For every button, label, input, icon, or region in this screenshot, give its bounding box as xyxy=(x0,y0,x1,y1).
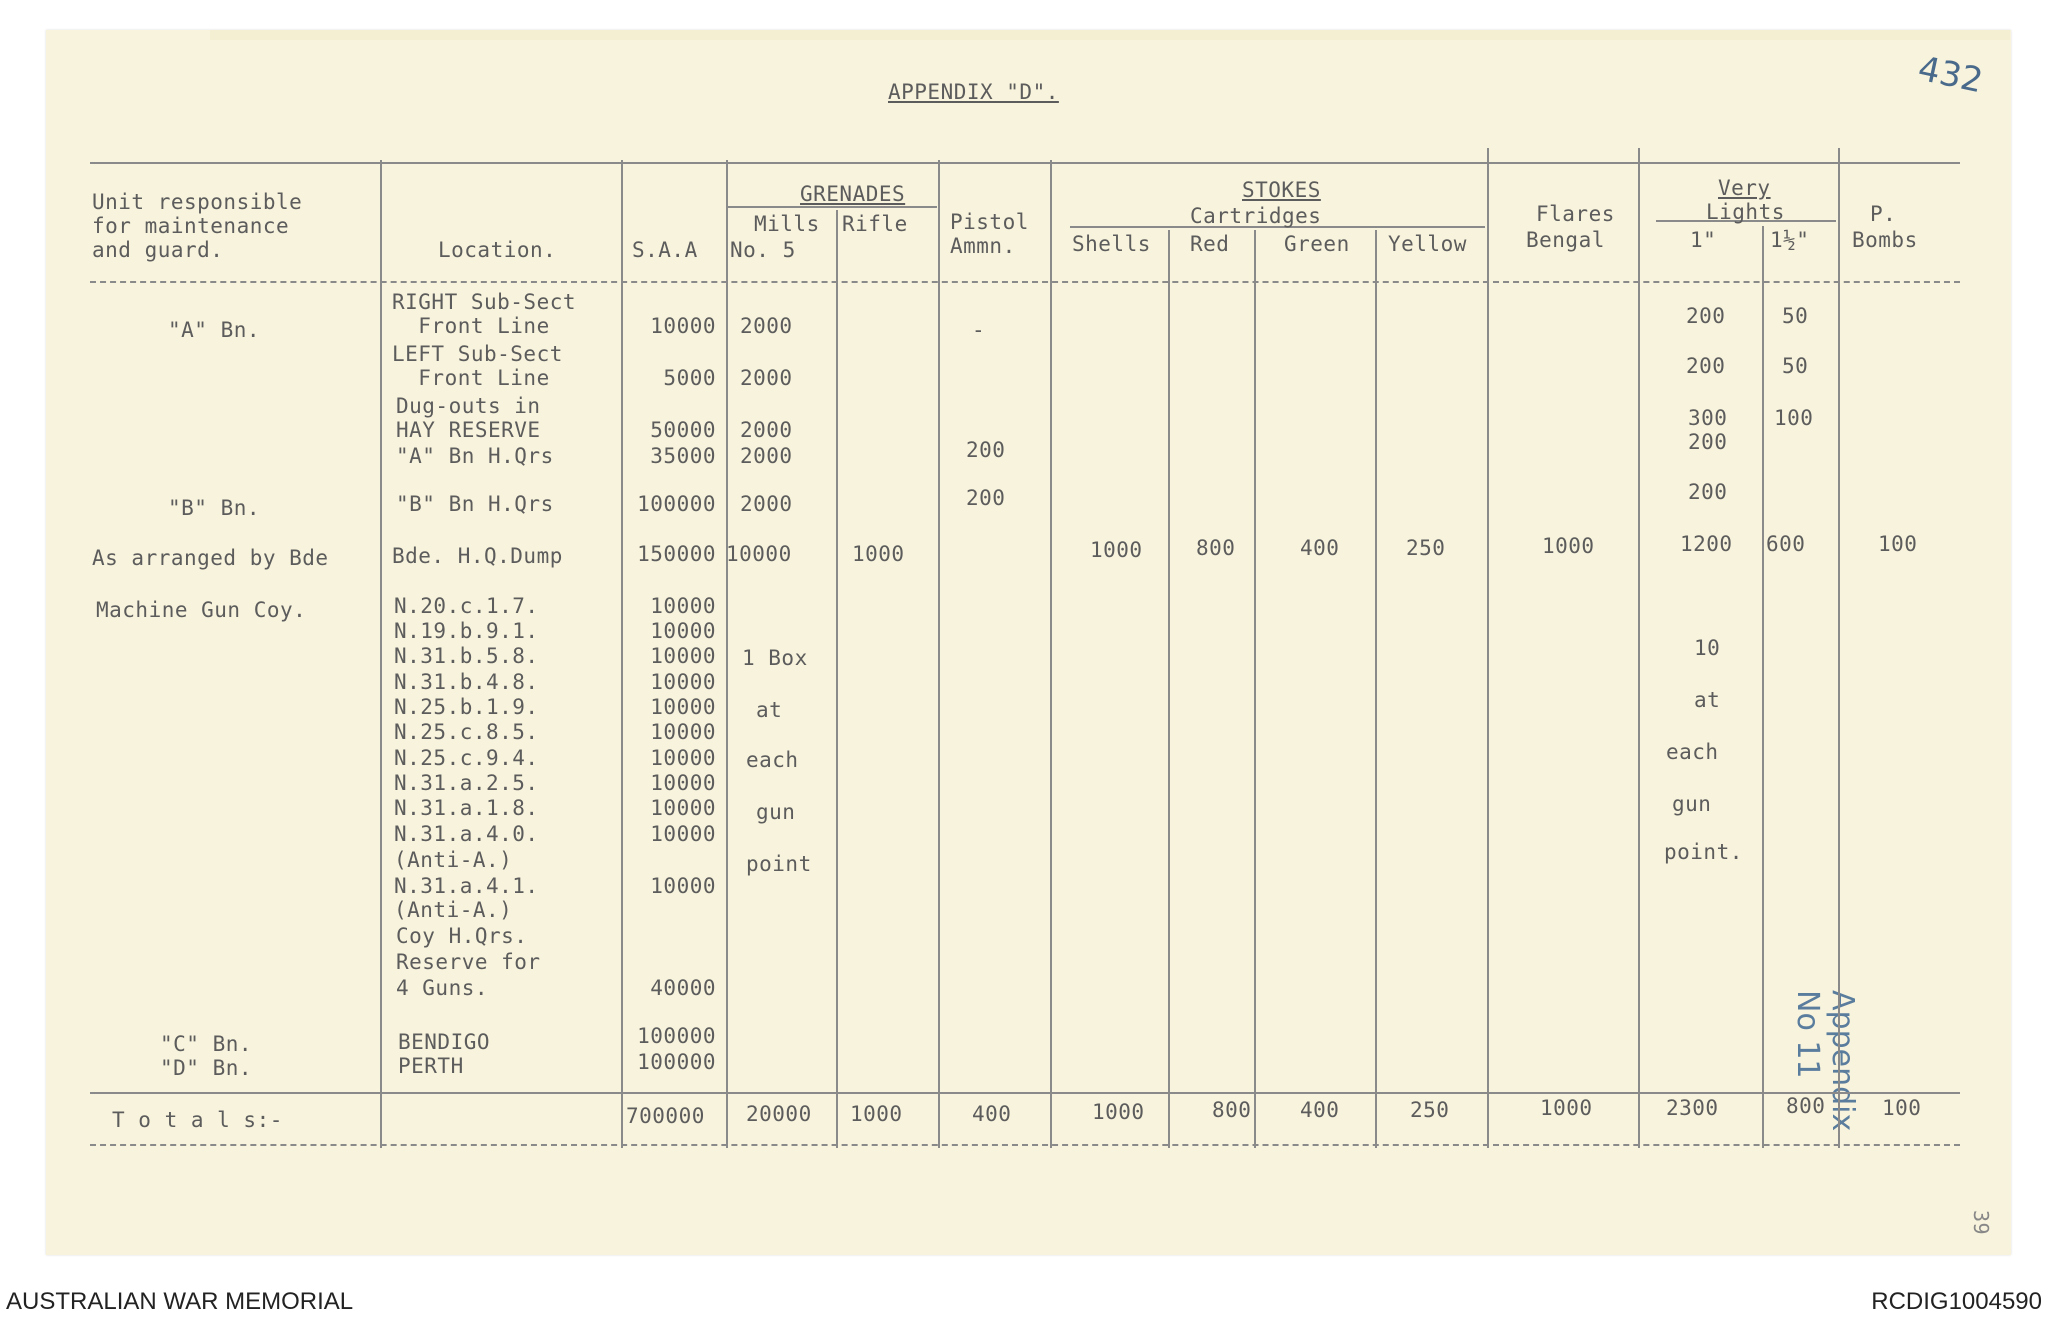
header-flares-2: Bengal xyxy=(1526,228,1605,252)
header-lights: Lights xyxy=(1706,200,1785,224)
totals-red: 800 xyxy=(1212,1098,1252,1122)
very-1in-value: 200 xyxy=(1688,430,1728,454)
totals-top-rule xyxy=(90,1092,1960,1094)
very-note: point. xyxy=(1664,840,1743,864)
header-pistol-2: Ammn. xyxy=(950,234,1016,258)
location: N.19.b.9.1. xyxy=(394,619,539,643)
header-shells: Shells xyxy=(1072,232,1151,256)
col-line xyxy=(1638,148,1640,1148)
green-value: 400 xyxy=(1300,536,1340,560)
location: Dug-outs in xyxy=(396,394,541,418)
very-note: at xyxy=(1694,688,1721,712)
location: N.25.c.8.5. xyxy=(394,720,539,744)
location: BENDIGO xyxy=(398,1030,491,1054)
header-lights-1-5in: 1½" xyxy=(1770,228,1810,252)
saa-value: 10000 xyxy=(650,644,716,668)
red-value: 800 xyxy=(1196,536,1236,560)
totals-saa: 700000 xyxy=(626,1104,705,1128)
col-line xyxy=(1168,230,1170,1148)
saa-value: 40000 xyxy=(650,976,716,1000)
saa-value: 10000 xyxy=(650,822,716,846)
saa-value: 150000 xyxy=(637,542,716,566)
header-pistol-1: Pistol xyxy=(950,210,1029,234)
header-pbombs-2: Bombs xyxy=(1852,228,1918,252)
col-line xyxy=(836,210,838,1148)
pistol-value: 200 xyxy=(966,486,1006,510)
very-1in-value: 200 xyxy=(1688,480,1728,504)
totals-very-1-5in: 800 xyxy=(1786,1094,1826,1118)
totals-flares: 1000 xyxy=(1540,1096,1593,1120)
location: N.25.b.1.9. xyxy=(394,695,539,719)
header-divider xyxy=(90,281,1960,283)
paper-top-edge xyxy=(210,30,2010,40)
header-yellow: Yellow xyxy=(1388,232,1467,256)
very-1in-value: 200 xyxy=(1686,354,1726,378)
pistol-value: - xyxy=(972,318,986,342)
saa-value: 5000 xyxy=(663,366,716,390)
pistol-value: 200 xyxy=(966,438,1006,462)
location: N.31.a.4.1. xyxy=(394,874,539,898)
very-1-5in-value: 600 xyxy=(1766,532,1806,556)
header-unit-2: for maintenance xyxy=(92,214,290,238)
header-mills-2: No. 5 xyxy=(730,238,796,262)
very-1in-value: 200 xyxy=(1686,304,1726,328)
mills-value: 2000 xyxy=(740,418,793,442)
unit-mg-coy: Machine Gun Coy. xyxy=(96,598,307,622)
header-unit-1: Unit responsible xyxy=(92,190,303,214)
unit-a-bn: "A" Bn. xyxy=(168,318,261,342)
very-1-5in-value: 100 xyxy=(1774,406,1814,430)
unit-c-bn: "C" Bn. xyxy=(160,1032,253,1056)
location: N.25.c.9.4. xyxy=(394,746,539,770)
mills-value: 2000 xyxy=(740,314,793,338)
very-1-5in-value: 50 xyxy=(1782,354,1809,378)
header-rifle: Rifle xyxy=(842,212,908,236)
mills-value: 10000 xyxy=(726,542,792,566)
location: (Anti-A.) xyxy=(394,848,513,872)
mills-value: 2000 xyxy=(740,444,793,468)
location: "A" Bn H.Qrs xyxy=(396,444,554,468)
mills-note: gun xyxy=(756,800,796,824)
corner-number: 39 xyxy=(1969,1209,1994,1236)
handwritten-page-number: 432 xyxy=(1914,48,1987,102)
very-note: gun xyxy=(1672,792,1712,816)
unit-bde: As arranged by Bde xyxy=(92,546,329,570)
very-1in-value: 300 xyxy=(1688,406,1728,430)
saa-value: 10000 xyxy=(650,695,716,719)
location: RIGHT Sub-Sect xyxy=(392,290,577,314)
location: LEFT Sub-Sect xyxy=(392,342,563,366)
col-line xyxy=(1487,148,1489,1148)
header-mills-1: Mills xyxy=(754,212,820,236)
unit-d-bn: "D" Bn. xyxy=(160,1056,253,1080)
col-line xyxy=(1254,230,1256,1148)
location: Bde. H.Q.Dump xyxy=(392,544,563,568)
totals-bottom-rule xyxy=(90,1144,1960,1146)
col-line xyxy=(1762,226,1764,1148)
saa-value: 10000 xyxy=(650,720,716,744)
saa-value: 10000 xyxy=(650,796,716,820)
saa-value: 35000 xyxy=(650,444,716,468)
very-1-5in-value: 50 xyxy=(1782,304,1809,328)
header-cartridges: Cartridges xyxy=(1190,204,1322,228)
location: Coy H.Qrs. xyxy=(396,924,528,948)
location: (Anti-A.) xyxy=(394,898,513,922)
location: Front Line xyxy=(392,366,550,390)
header-green: Green xyxy=(1284,232,1350,256)
location: N.31.a.2.5. xyxy=(394,771,539,795)
mills-note: at xyxy=(756,698,783,722)
rifle-value: 1000 xyxy=(852,542,905,566)
unit-b-bn: "B" Bn. xyxy=(168,496,261,520)
very-note: each xyxy=(1666,740,1719,764)
handwritten-appendix-note: Appendix No 11 xyxy=(1790,990,1860,1132)
totals-mills: 20000 xyxy=(746,1102,812,1126)
yellow-value: 250 xyxy=(1406,536,1446,560)
totals-yellow: 250 xyxy=(1410,1098,1450,1122)
saa-value: 10000 xyxy=(650,594,716,618)
footer-record-id: RCDIG1004590 xyxy=(1871,1288,2042,1315)
location: N.31.b.5.8. xyxy=(394,644,539,668)
saa-value: 100000 xyxy=(637,492,716,516)
header-flares-1: Flares xyxy=(1536,202,1615,226)
totals-very-1in: 2300 xyxy=(1666,1096,1719,1120)
shells-value: 1000 xyxy=(1090,538,1143,562)
header-lights-1in: 1" xyxy=(1690,228,1717,252)
saa-value: 10000 xyxy=(650,874,716,898)
flares-value: 1000 xyxy=(1542,534,1595,558)
header-red: Red xyxy=(1190,232,1230,256)
totals-label: T o t a l s:- xyxy=(112,1108,283,1132)
totals-shells: 1000 xyxy=(1092,1100,1145,1124)
totals-pbombs: 100 xyxy=(1882,1096,1922,1120)
header-stokes: STOKES xyxy=(1242,178,1321,202)
location: PERTH xyxy=(398,1054,464,1078)
location: 4 Guns. xyxy=(396,976,489,1000)
mills-note: 1 Box xyxy=(742,646,808,670)
saa-value: 10000 xyxy=(650,771,716,795)
saa-value: 100000 xyxy=(637,1050,716,1074)
header-saa: S.A.A xyxy=(632,238,698,262)
header-grenades: GRENADES xyxy=(800,182,906,206)
saa-value: 10000 xyxy=(650,619,716,643)
header-very: Very xyxy=(1718,176,1771,200)
location: Reserve for xyxy=(396,950,541,974)
location: N.31.a.1.8. xyxy=(394,796,539,820)
saa-value: 10000 xyxy=(650,314,716,338)
col-line xyxy=(938,160,940,1148)
location: "B" Bn H.Qrs xyxy=(396,492,554,516)
saa-value: 10000 xyxy=(650,746,716,770)
location: N.31.a.4.0. xyxy=(394,822,539,846)
location: N.31.b.4.8. xyxy=(394,670,539,694)
header-unit-3: and guard. xyxy=(92,238,224,262)
totals-green: 400 xyxy=(1300,1098,1340,1122)
document-title: APPENDIX "D". xyxy=(888,80,1059,104)
mills-note: point xyxy=(746,852,812,876)
saa-value: 50000 xyxy=(650,418,716,442)
very-1in-value: 1200 xyxy=(1680,532,1733,556)
mills-note: each xyxy=(746,748,799,772)
pbombs-value: 100 xyxy=(1878,532,1918,556)
location: Front Line xyxy=(392,314,550,338)
location: N.20.c.1.7. xyxy=(394,594,539,618)
totals-pistol: 400 xyxy=(972,1102,1012,1126)
mills-value: 2000 xyxy=(740,492,793,516)
very-note: 10 xyxy=(1694,636,1721,660)
footer-archive-name: AUSTRALIAN WAR MEMORIAL xyxy=(6,1288,354,1315)
col-line xyxy=(1050,160,1052,1148)
totals-rifle: 1000 xyxy=(850,1102,903,1126)
header-pbombs-1: P. xyxy=(1870,202,1897,226)
col-line xyxy=(726,160,728,1148)
mills-value: 2000 xyxy=(740,366,793,390)
col-line xyxy=(380,160,382,1148)
table-top-rule xyxy=(90,162,1960,164)
saa-value: 100000 xyxy=(637,1024,716,1048)
saa-value: 10000 xyxy=(650,670,716,694)
col-line xyxy=(1838,148,1840,1148)
header-location: Location. xyxy=(438,238,557,262)
col-line xyxy=(1375,230,1377,1148)
location: HAY RESERVE xyxy=(396,418,541,442)
